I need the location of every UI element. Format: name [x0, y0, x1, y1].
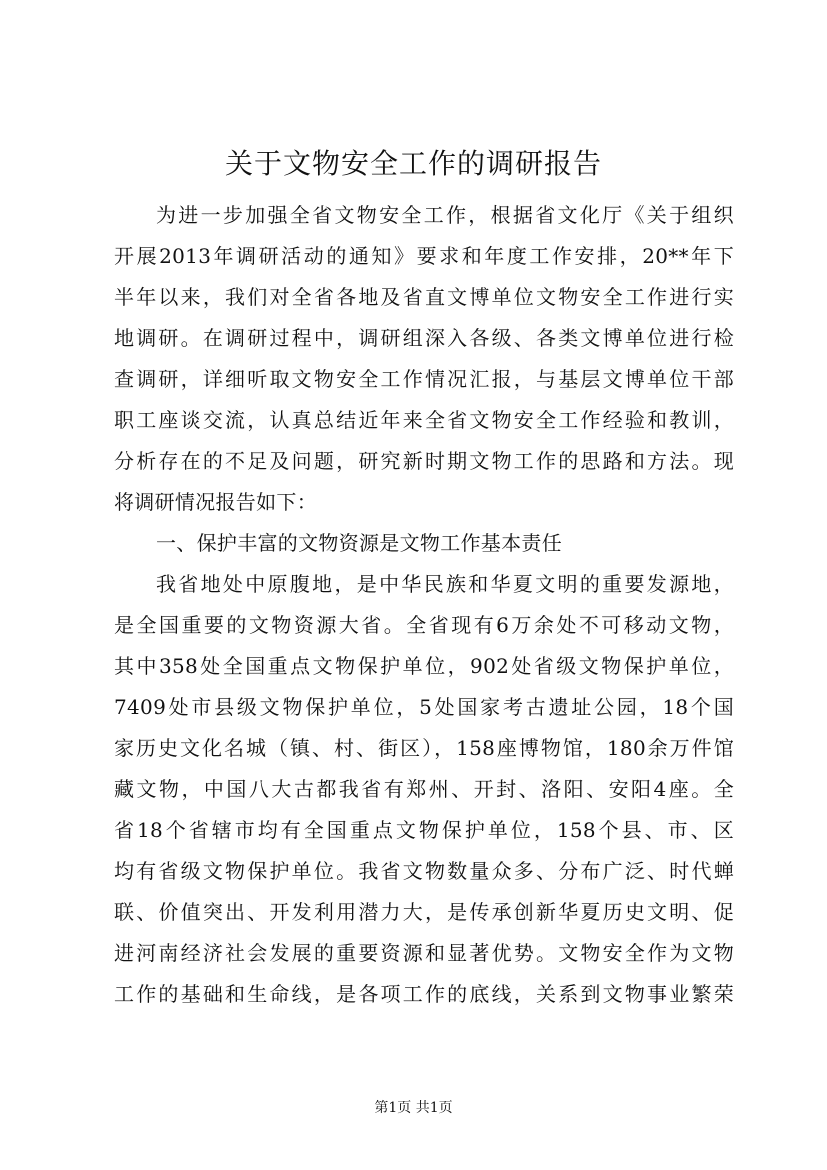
text-line: 工作的基础和生命线，是各项工作的底线，关系到文物事业繁荣: [114, 982, 734, 1006]
text-line: 藏文物，中国八大古都我省有郑州、开封、洛阳、安阳4座。全: [114, 777, 734, 801]
document-title: 关于文物安全工作的调研报告: [224, 147, 602, 180]
text-line: 其中358处全国重点文物保护单位，902处省级文物保护单位，: [114, 654, 734, 678]
text-line: 联、价值突出、开发利用潜力大，是传承创新华夏历史文明、促: [114, 900, 734, 924]
text-line: 为进一步加强全省文物安全工作，根据省文化厅《关于组织: [156, 203, 734, 227]
text-line: 查调研，详细听取文物安全工作情况汇报，与基层文博单位干部: [114, 367, 734, 391]
text-line: 省18个省辖市均有全国重点文物保护单位，158个县、市、区: [114, 818, 734, 842]
text-line: 职工座谈交流，认真总结近年来全省文物安全工作经验和教训，: [114, 408, 734, 432]
text-line: 家历史文化名城（镇、村、街区），158座博物馆，180余万件馆: [114, 736, 734, 760]
text-line: 将调研情况报告如下：: [114, 490, 317, 514]
text-line: 分析存在的不足及问题，研究新时期文物工作的思路和方法。现: [114, 449, 734, 473]
text-line: 是全国重要的文物资源大省。全省现有6万余处不可移动文物，: [114, 613, 734, 637]
text-line: 开展2013年调研活动的通知》要求和年度工作安排，20**年下: [114, 244, 734, 268]
text-line: 半年以来，我们对全省各地及省直文博单位文物安全工作进行实: [114, 285, 734, 309]
text-line: 我省地处中原腹地，是中华民族和华夏文明的重要发源地，: [156, 572, 734, 596]
document-body: [114, 195, 734, 1015]
text-line: 7409处市县级文物保护单位，5处国家考古遗址公园，18个国: [114, 695, 734, 719]
page-number: 第1页 共1页: [374, 1100, 453, 1116]
text-line: 进河南经济社会发展的重要资源和显著优势。文物安全作为文物: [114, 941, 734, 965]
section-heading: 一、保护丰富的文物资源是文物工作基本责任: [156, 531, 562, 555]
text-line: 均有省级文物保护单位。我省文物数量众多、分布广泛、时代蝉: [114, 859, 734, 883]
text-line: 地调研。在调研过程中，调研组深入各级、各类文博单位进行检: [114, 326, 734, 350]
